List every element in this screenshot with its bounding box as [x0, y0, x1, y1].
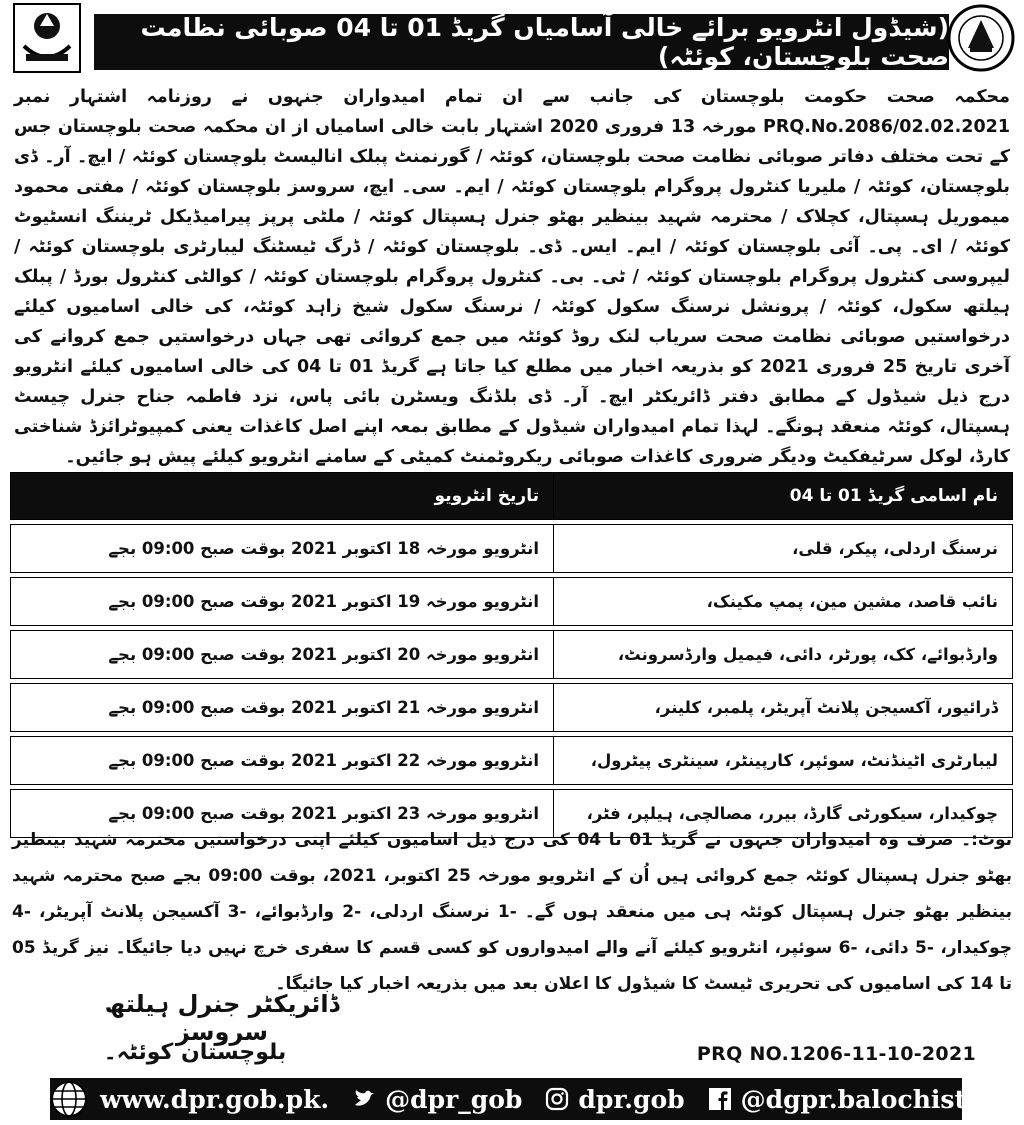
- footer-facebook[interactable]: [707, 1085, 1001, 1114]
- website-link[interactable]: www.dpr.gob.pk.: [100, 1084, 330, 1114]
- footer-instagram[interactable]: [544, 1085, 684, 1114]
- note-text: نوٹ:۔ صرف وہ امیدواران جنہوں نے گریڈ 01 تا 04 کی درج ذیل اسامیوں کیلئے اپنی درخواستیں محترمہ شہید بینظیر بھٹو جنرل ہسپتال کوئٹہ جمع کروائی ہیں اُن کے انٹرویو مورخہ 25 اکتوبر، 2021، بوقت 09:00 بجے صبح محترمہ شہید بینظیر بھٹو جنرل ہسپتال کوئٹہ ہی میں منعقد ہوں گے۔ -1 نرسنگ اردلی، -2 وارڈبوائے، -3 آکسیجن پلانٹ آپریٹر، -4 چوکیدار، -5 دائی، -6 سوئپر، انٹرویو کیلئے آنے والے امیدواروں کو کسی قسم کا سفری خرچ نہیں دیا جائیگا۔ نیز گریڈ 05 تا 14 کی اسامیوں کی تحریری ٹیسٹ کا شیڈول کا اعلان بعد میں بذریعہ اخبار کیا جائیگا۔: [12, 830, 1013, 994]
- twitter-icon: [351, 1086, 377, 1112]
- instagram-icon: [544, 1086, 570, 1112]
- header-post: نام اسامی گریڈ 01 تا 04: [554, 473, 1013, 520]
- date-cell: انٹرویو مورخہ 18 اکتوبر 2021 بوقت صبح 09:00 بجے: [11, 525, 554, 573]
- note-paragraph: [12, 822, 1013, 994]
- intro-text: محکمہ صحت حکومت بلوچستان کی جانب سے ان تمام امیدواران جنہوں نے روزنامہ اشتہار نمبر PRQ.No.2086/02.02.2021 مورخہ 13 فروری 2020 اشتہار بابت خالی اسامیاں از ان محکمہ صحت بلوچستان جس کے تحت مختلف دفاتر صوبائی نظامت صحت بلوچستان، کوئٹہ / گورنمنٹ پبلک انالیسٹ بلوچستان کوئٹہ / ایچ۔ آر۔ ڈی بلوچستان، کوئٹہ / ملیریا کنٹرول پروگرام بلوچستان کوئٹہ / ایم۔ سی۔ ایچ، سروسز بلوچستان کوئٹہ / مفتی محمود میموریل ہسپتال، کچلاک / محترمہ شہید بینظیر بھٹو جنرل ہسپتال کوئٹہ / ملٹی پرپز پیرامیڈیکل ٹریننگ انسٹیوٹ کوئٹہ / ای۔ پی۔ آئی بلوچستان کوئٹہ / ایم۔ ایس۔ ڈی۔ بلوچستان کوئٹہ / ڈرگ ٹیسٹنگ لیبارٹری بلوچستان کوئٹہ / لیپروسی کنٹرول پروگرام بلوچستان کوئٹہ / ٹی۔ بی۔ کنٹرول پروگرام بلوچستان کوئٹہ / کوالٹی کنٹرول بورڈ / پبلک ہیلتھ سکول، کوئٹہ / پرونشل نرسنگ سکول کوئٹہ / نرسنگ سکول شیخ زاہد کوئٹہ، کی خالی اسامیوں کیلئے درخواستیں صوبائی نظامت صحت سریاب لنک روڈ کوئٹہ میں جمع کروائی تھی جہاں درخواستیں جمع کروانے کی آخری تاریخ 25 فروری 2021 کو بذریعہ اخبار میں مطلع کیا جاتا ہے گریڈ 01 تا 04 کی خالی اسامیوں کیلئے انٹرویو درج ذیل شیڈول کے مطابق دفتر ڈائریکٹر ایچ۔ آر۔ ڈی بلڈنگ ویسٹرن بائی پاس، نزد فاطمہ جناح جنرل چیسٹ ہسپتال، کوئٹہ منعقد ہونگے۔ لہذا تمام امیدواران شیڈول کے مطابق بمعہ اپنے اصل کاغذات یعنی کمپیوٹرائزڈ شناختی کارڈ، لوکل سرٹیفکیٹ ودیگر ضروری کاغذات صوبائی ریکروٹمنٹ کمیٹی کے سامنے انٹرویو کیلئے پیش ہو جائیں۔: [14, 87, 1011, 467]
- date-cell: انٹرویو مورخہ 22 اکتوبر 2021 بوقت صبح 09:00 بجے: [11, 737, 554, 785]
- header-date: تاریخ انٹرویو: [11, 473, 554, 520]
- date-cell: انٹرویو مورخہ 21 اکتوبر 2021 بوقت صبح 09:00 بجے: [11, 684, 554, 732]
- table-header-row: [11, 473, 1013, 520]
- post-cell: نائب قاصد، مشین مین، پمپ مکینک،: [554, 578, 1013, 626]
- emblem-icon: [12, 2, 82, 74]
- footer-twitter[interactable]: [351, 1085, 522, 1114]
- table-row: [11, 578, 1013, 626]
- interview-schedule-table: [10, 472, 1013, 838]
- post-cell: وارڈبوائے، کک، پورٹر، دائی، فیمیل وارڈسرونٹ،: [554, 631, 1013, 679]
- table-row: [11, 684, 1013, 732]
- dgpr-seal-icon: [946, 2, 1016, 74]
- twitter-handle[interactable]: @dpr_gob: [385, 1084, 523, 1114]
- table-row: [11, 737, 1013, 785]
- intro-paragraph: [14, 82, 1010, 472]
- prq-number: PRQ NO.1206-11-10-2021: [696, 1043, 976, 1065]
- date-cell: انٹرویو مورخہ 23 اکتوبر 2021 بوقت صبح 09:00 بجے: [11, 790, 554, 838]
- table-row: [11, 525, 1013, 573]
- post-cell: لیبارٹری اٹینڈنٹ، سوئپر، کارپینٹر، سینٹری پیٹرول،: [554, 737, 1013, 785]
- post-cell: نرسنگ اردلی، پیکر، قلی،: [554, 525, 1013, 573]
- date-cell: انٹرویو مورخہ 20 اکتوبر 2021 بوقت صبح 09:00 بجے: [11, 631, 554, 679]
- footer-bar: [50, 1078, 1001, 1120]
- globe-icon: [50, 1080, 88, 1118]
- page-title: (شیڈول انٹرویو برائے خالی آسامیاں گریڈ 01 تا 04 صوبائی نظامت صحت بلوچستان، کوئٹہ): [94, 14, 949, 70]
- facebook-icon: [707, 1086, 733, 1112]
- post-cell: ڈرائیور، آکسیجن پلانٹ آپریٹر، پلمبر، کلینر،: [554, 684, 1013, 732]
- instagram-handle[interactable]: dpr.gob: [578, 1084, 685, 1114]
- footer-website[interactable]: [100, 1085, 329, 1114]
- signature-location: بلوچستان کوئٹہ۔: [103, 1040, 287, 1065]
- signature-title: ڈائریکٹر جنرل ہیلتھ سروسز: [104, 990, 340, 1046]
- post-cell: چوکیدار، سیکورٹی گارڈ، بیرر، مصالچی، ہیلپر، فٹر،: [554, 790, 1013, 838]
- facebook-handle[interactable]: @dgpr.balochistan: [740, 1084, 1001, 1114]
- table-row: [11, 631, 1013, 679]
- date-cell: انٹرویو مورخہ 19 اکتوبر 2021 بوقت صبح 09:00 بجے: [11, 578, 554, 626]
